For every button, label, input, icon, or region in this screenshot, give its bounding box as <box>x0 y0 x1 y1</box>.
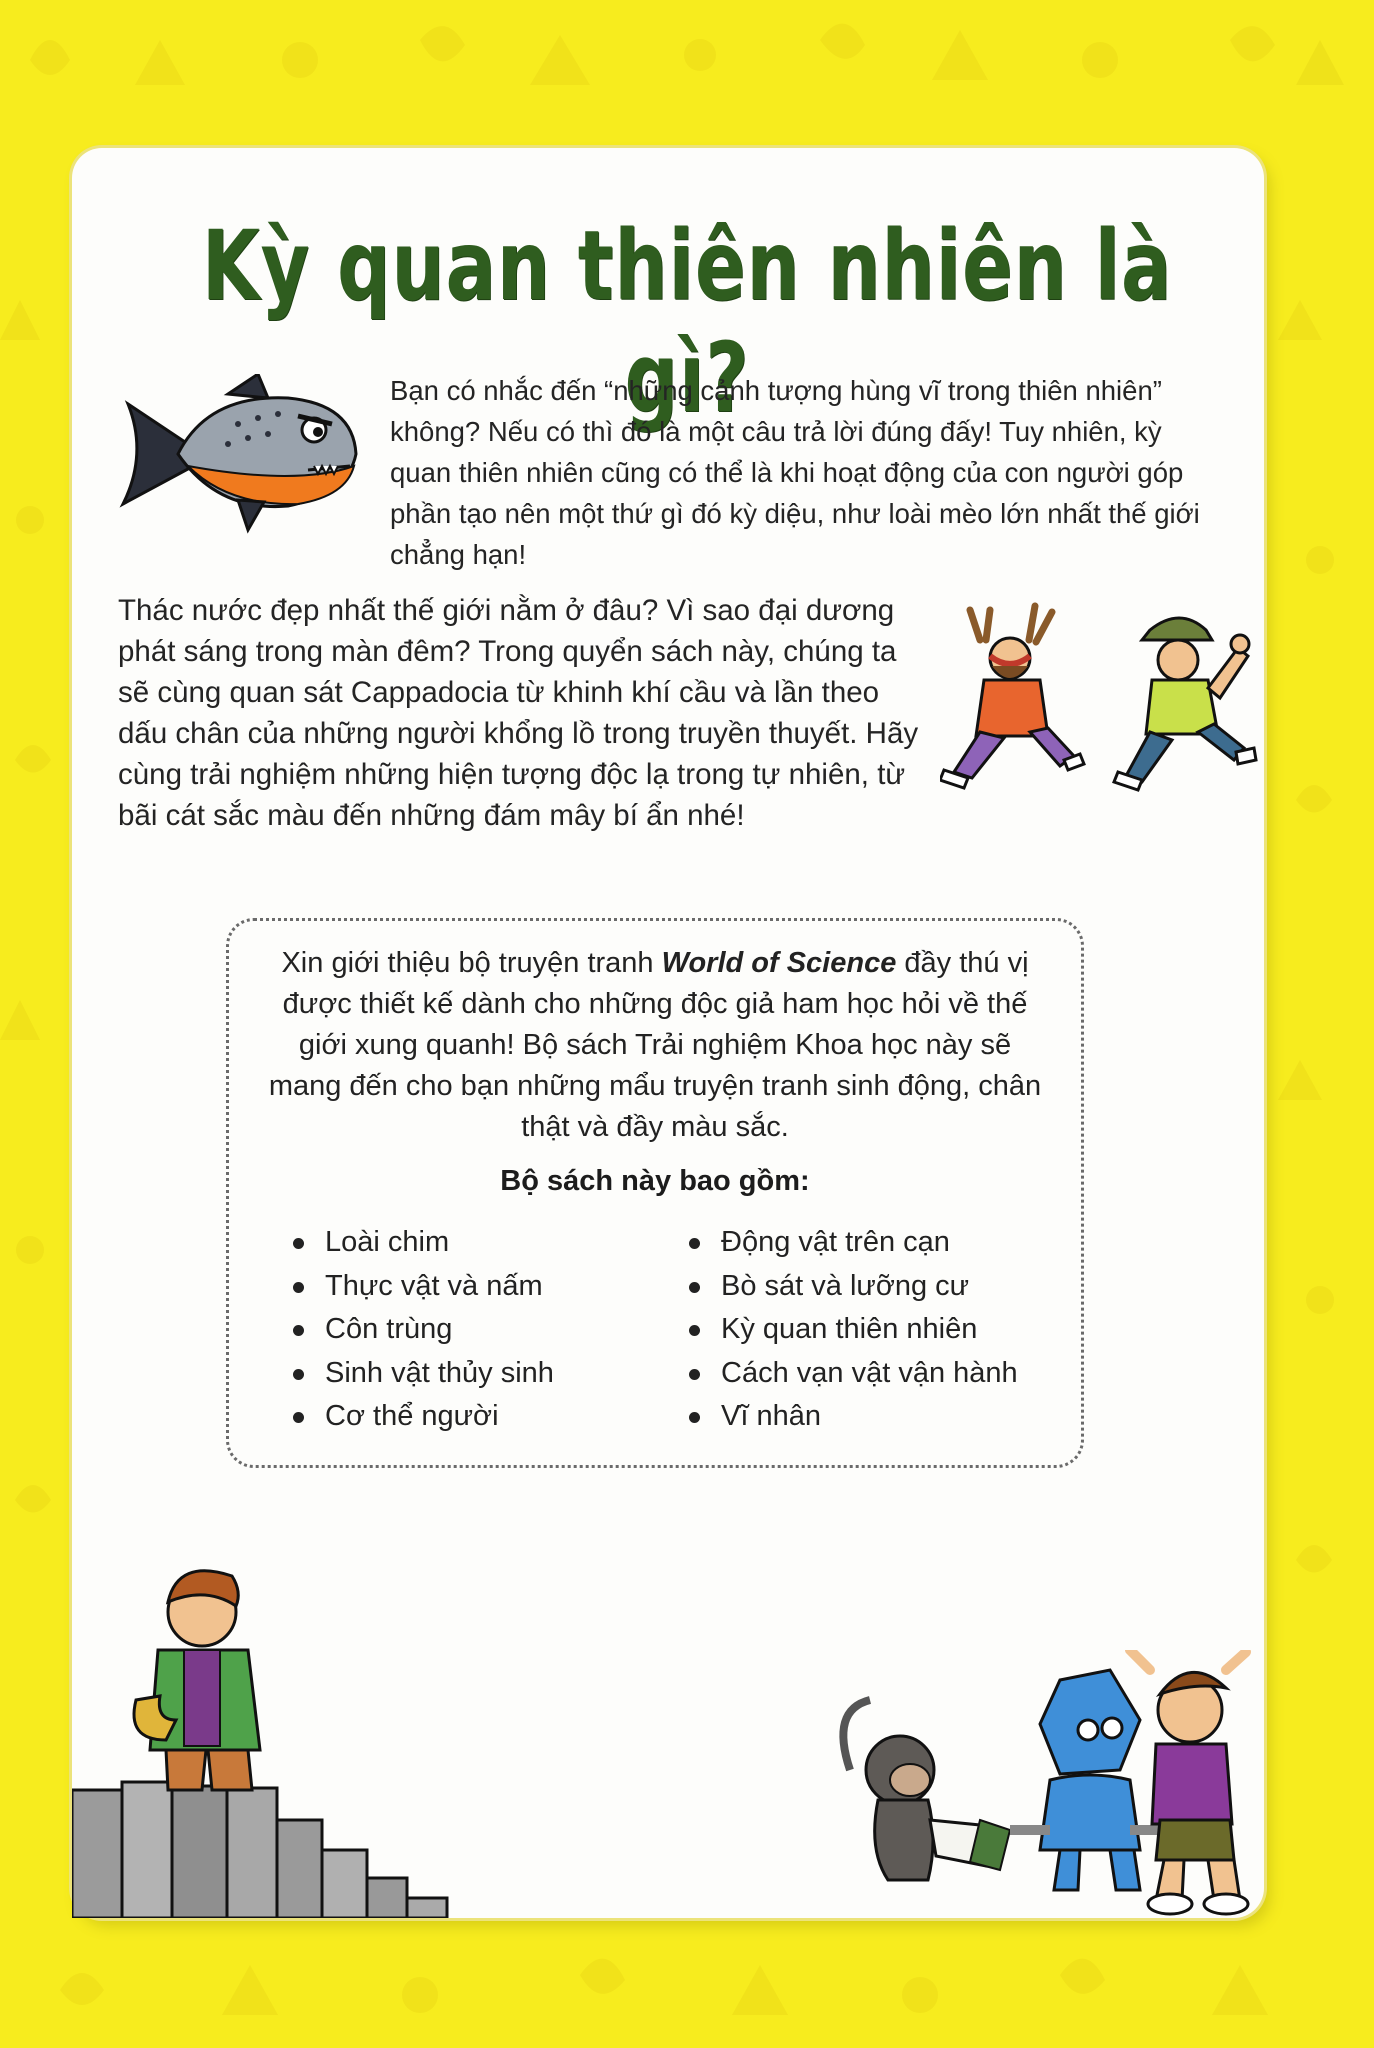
description-paragraph: Thác nước đẹp nhất thế giới nằm ở đâu? Vì sao đại dương phát sáng trong màn đêm? Trong quyển sách này, chúng ta sẽ cùng quan sát Cappadocia từ khinh khí cầu và lần theo dấu chân của những người khổng lồ trong truyền thuyết. Hãy cùng trải nghiệm những hiện tượng độc lạ trong tự nhiên, từ bãi cát sắc màu đến những đám mây bí ẩn nhé! <box>118 594 919 832</box>
series-intro-text: Xin giới thiệu bộ truyện tranh World of Science đầy thú vị được thiết kế dành cho những độc giả ham học hỏi về thế giới xung quanh! Bộ sách Trải nghiệm Khoa học này sẽ mang đến cho bạn những mẩu truyện tranh sinh động, chân thật và đầy màu sắc. <box>268 947 1042 1143</box>
intro-paragraph: Bạn có nhắc đến “những cảnh tượng hùng vĩ trong thiên nhiên” không? Nếu có thì đó là một câu trả lời đúng đấy! Tuy nhiên, kỳ quan thiên nhiên cũng có thể là khi hoạt động của con người góp phần tạo nên một thứ gì đó kỳ diệu, như loài mèo lớn nhất thế giới chẳng hạn! <box>390 375 1200 570</box>
page-title: Kỳ quan thiên nhiên là gì? <box>201 210 1173 434</box>
list-item: Sinh vật thủy sinh <box>291 1352 554 1396</box>
list-item: Động vật trên cạn <box>687 1221 1018 1265</box>
series-name: World of Science <box>661 947 897 979</box>
book-list-right <box>687 1221 1018 1439</box>
monkey-robot-boy-illustration <box>830 1650 1260 1918</box>
list-item: Cách vạn vật vận hành <box>687 1352 1018 1396</box>
list-item: Kỳ quan thiên nhiên <box>687 1308 1018 1352</box>
series-info-box <box>226 918 1084 1468</box>
list-item: Vĩ nhân <box>687 1395 1018 1439</box>
list-item: Loài chim <box>291 1221 554 1265</box>
list-item: Cơ thể người <box>291 1395 554 1439</box>
boy-on-rocks-illustration <box>72 1550 462 1918</box>
series-heading: Bộ sách này bao gồm: <box>500 1165 810 1197</box>
piranha-illustration <box>118 374 358 534</box>
running-explorers-illustration <box>940 600 1260 800</box>
list-item: Thực vật và nấm <box>291 1265 554 1309</box>
list-item: Côn trùng <box>291 1308 554 1352</box>
list-item: Bò sát và lưỡng cư <box>687 1265 1018 1309</box>
book-list-left <box>291 1221 554 1439</box>
